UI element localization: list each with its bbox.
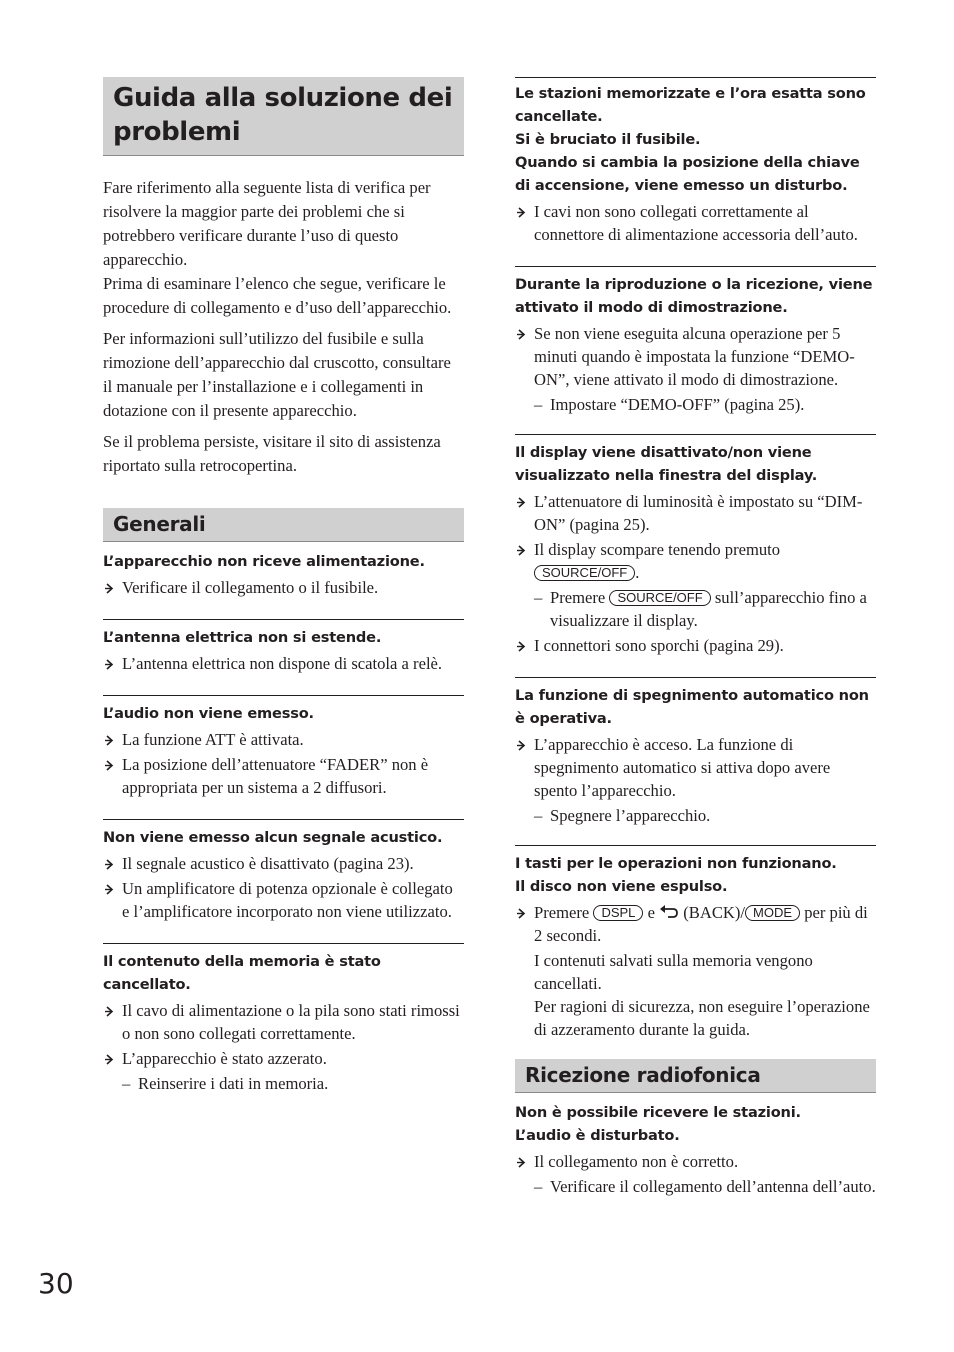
solution-item [103,999,464,1045]
problem-entry [103,619,464,695]
arrow-right-icon [515,490,529,513]
source-off-key: SOURCE/OFF [609,590,710,606]
solution-item [103,852,464,875]
arrow-right-icon [515,733,529,756]
solution-item [103,652,464,675]
solution-continuation: I contenuti salvati sulla memoria vengono cancellati. [534,951,813,993]
sub-step-text: Spegnere l’apparecchio. [550,806,711,825]
solution-text: Premere [534,903,590,922]
solution-text: per più di 2 secondi. [534,903,868,945]
problem-title: Il display viene disattivato/non viene visualizzato nella finestra del display. [515,444,818,484]
intro-text-2: Prima di esaminare l’elenco che segue, verificare le procedure di collegamento e d’uso dell’apparecchio. [103,274,452,317]
arrow-right-icon [515,200,529,223]
problem-title: Durante la riproduzione o la ricezione, viene attivato il modo di dimostrazione. [515,276,873,316]
solution-text: L’apparecchio è acceso. La funzione di spegnimento automatico si attiva dopo avere spento l’apparecchio. [534,735,831,800]
intro-paragraph: Se il problema persiste, visitare il sito di assistenza riportato sulla retrocopertina. [103,432,441,475]
right-column [515,77,876,1216]
dash-marker: – [534,395,543,414]
problem-entry [515,266,876,434]
problem-title-line: L’audio è disturbato. [515,1127,680,1144]
intro [103,176,464,478]
problem-entry [103,542,464,619]
solution-text: La funzione ATT è attivata. [122,730,304,749]
solution-item [103,877,464,923]
problem-entry [515,1093,876,1216]
solution-text: I connettori sono sporchi (pagina 29). [534,636,784,655]
problem-title [515,852,876,898]
arrow-right-icon [103,852,117,875]
dash-marker: – [534,1177,543,1196]
solution-item: Il display scompare tenendo premuto SOURCE/OFF . [515,538,876,584]
arrow-right-icon [515,901,529,924]
solution-text: Verificare il collegamento o il fusibile. [122,578,379,597]
sub-step [515,393,876,416]
solution-text: Se non viene eseguita alcuna operazione per 5 minuti quando è impostata la funzione “DEMO-ON”, viene attivato il modo di dimostrazione. [534,324,855,389]
solution-text: Il segnale acustico è disattivato (pagina 23). [122,854,414,873]
sub-step [515,586,876,632]
left-column [103,77,464,1113]
solution-item [515,1150,876,1173]
problem-title-line: Le stazioni memorizzate e l’ora esatta sono cancellate. [515,85,866,125]
problem-title-line: Quando si cambia la posizione della chiave di accensione, viene emesso un disturbo. [515,154,860,194]
problem-entry [103,819,464,943]
intro-text-1: Fare riferimento alla seguente lista di verifica per risolvere la maggior parte dei problemi che si potrebbero verificare durante l’uso di questo apparecchio. [103,178,431,269]
solution-text: La posizione dell’attenuatore “FADER” non è appropriata per un sistema a 2 diffusori. [122,755,429,797]
section-ricezione-radiofonica [515,1059,876,1093]
problem-entry [515,677,876,845]
problem-entry [515,77,876,266]
sub-step [515,1175,876,1198]
arrow-right-icon [103,1047,117,1070]
solution-item [103,576,464,599]
source-off-key: SOURCE/OFF [534,565,635,581]
problem-title: La funzione di spegnimento automatico non è operativa. [515,687,869,727]
sub-step-text: Verificare il collegamento dell’antenna dell’auto. [550,1177,876,1196]
solution-item [515,490,876,536]
mode-key: MODE [745,905,800,921]
problem-title: Il contenuto della memoria è stato cancellato. [103,953,381,993]
sub-step-text: sull’apparecchio fino a visualizzare il display. [550,588,867,630]
intro-paragraph [103,176,464,320]
dash-marker: – [122,1074,131,1093]
solution-item [515,901,876,947]
page-title: Guida alla soluzione dei problemi [113,83,453,147]
problem-title-line: I tasti per le operazioni non funzionano. [515,855,837,872]
problem-title: L’antenna elettrica non si estende. [103,629,382,646]
solution-text: Il collegamento non è corretto. [534,1152,739,1171]
sub-step [515,804,876,827]
arrow-right-icon [515,538,529,561]
problem-title: L’apparecchio non riceve alimentazione. [103,553,425,570]
problem-entry [103,695,464,819]
solution-text: I cavi non sono collegati correttamente al connettore di alimentazione accessoria dell’auto. [534,202,858,244]
solution-item [515,733,876,802]
solution-item [515,322,876,391]
problem-title-line: Si è bruciato il fusibile. [515,131,701,148]
sub-step-text: Impostare “DEMO-OFF” (pagina 25). [550,395,805,414]
section-heading: Ricezione radiofonica [525,1063,761,1087]
solution-item [515,200,876,246]
solution-text: L’attenuatore di luminosità è impostato su “DIM-ON” (pagina 25). [534,492,863,534]
title-box [103,77,464,156]
problem-title: Non viene emesso alcun segnale acustico. [103,829,443,846]
problem-title-line: Il disco non viene espulso. [515,878,728,895]
solution-text: e [647,903,655,922]
sub-step-text: Reinserire i dati in memoria. [138,1074,329,1093]
dash-marker: – [534,588,543,607]
arrow-right-icon [103,576,117,599]
arrow-right-icon [103,877,117,900]
section-generali [103,508,464,542]
solution-item [515,634,876,657]
arrow-right-icon [103,753,117,776]
back-arrow-icon [659,904,679,920]
solution-text: Il display scompare tenendo premuto [534,540,781,559]
intro-paragraph: Per informazioni sull’utilizzo del fusibile e sulla rimozione dell’apparecchio dal cruscotto, consultare il manuale per l’installazione e i collegamenti in dotazione con il presente apparecchio. [103,329,451,420]
solution-item [103,753,464,799]
problem-entry [515,845,876,1059]
solution-text: Il cavo di alimentazione o la pila sono stati rimossi o non sono collegati correttamente. [122,1001,460,1043]
sub-step [103,1072,464,1095]
page-number: 30 [38,1267,74,1300]
dash-marker: – [534,806,543,825]
solution-text: Un amplificatore di potenza opzionale è collegato e l’amplificatore incorporato non viene utilizzato. [122,879,453,921]
solution-text: L’antenna elettrica non dispone di scatola a relè. [122,654,443,673]
arrow-right-icon [515,634,529,657]
arrow-right-icon [103,999,117,1022]
section-heading: Generali [113,512,206,536]
arrow-right-icon [515,322,529,345]
arrow-right-icon [515,1150,529,1173]
solution-item [103,728,464,751]
problem-entry [103,943,464,1113]
sub-step-text: Premere [550,588,606,607]
problem-title [515,1101,876,1147]
dspl-key: DSPL [593,905,643,921]
problem-title: L’audio non viene emesso. [103,705,314,722]
arrow-right-icon [103,652,117,675]
solution-text: L’apparecchio è stato azzerato. [122,1049,327,1068]
solution-continuation: Per ragioni di sicurezza, non eseguire l’operazione di azzeramento durante la guida. [534,997,870,1039]
arrow-right-icon [103,728,117,751]
solution-text: (BACK)/ [683,903,746,922]
problem-title-line: Non è possibile ricevere le stazioni. [515,1104,801,1121]
problem-title [515,82,876,197]
problem-entry [515,434,876,677]
solution-item [103,1047,464,1070]
